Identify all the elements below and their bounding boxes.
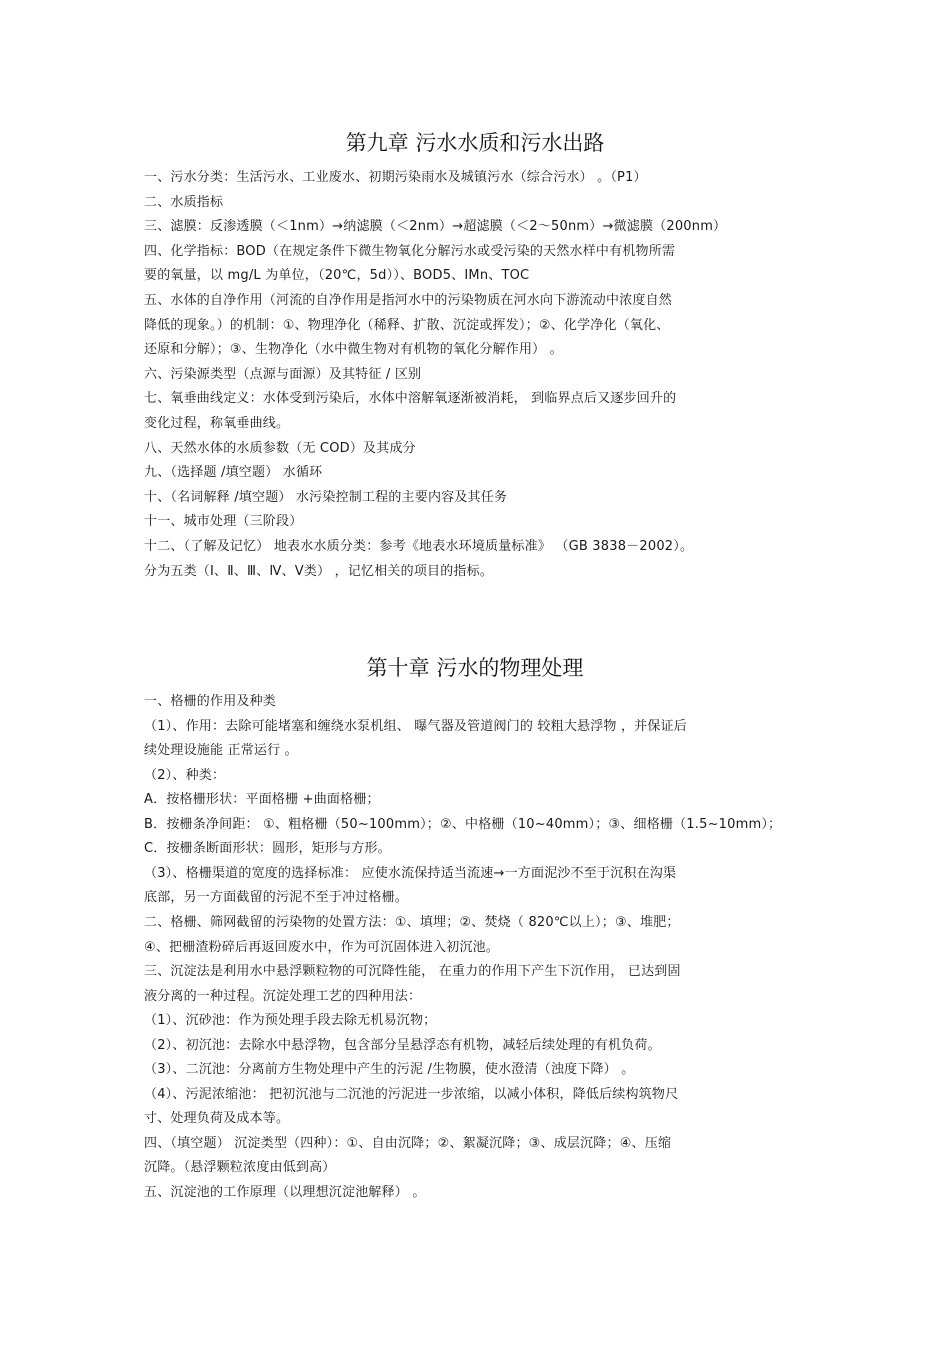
text-line: （4）、污泥浓缩池： 把初沉池与二沉池的污泥进一步浓缩，以减小体积，降低后续构筑物尺 <box>144 1086 679 1102</box>
text-line: 四、（填空题） 沉淀类型（四种）：①、自由沉降；②、絮凝沉降；③、成层沉降；④、压缩 <box>144 1135 672 1151</box>
text-line: 分为五类（Ⅰ、Ⅱ、Ⅲ、Ⅳ、Ⅴ类） ，记忆相关的项目的指标。 <box>144 563 494 579</box>
text-line: 变化过程，称氧垂曲线。 <box>144 416 290 431</box>
text-line: 要的氧量，以 mg/L 为单位，（20℃，5d））、BOD5、IMn、TOC <box>144 268 530 284</box>
text-line: 寸、处理负荷及成本等。 <box>144 1111 290 1127</box>
text-line: 沉降。（悬浮颗粒浓度由低到高） <box>144 1160 336 1176</box>
text-line: （1）、作用：去除可能堵塞和缠绕水泵机组、 曝气器及管道阀门的 较粗大悬浮物 ，并保证后 <box>144 718 687 734</box>
text-line: A．按格栅形状：平面格栅 +曲面格栅； <box>144 792 380 808</box>
text-line: 降低的现象。）的机制：①、物理净化（稀释、扩散、沉淀或挥发）；②、化学净化（氧化、 <box>144 317 670 333</box>
text-line: 六、污染源类型（点源与面源）及其特征 / 区别 <box>144 366 422 382</box>
text-line: 五、水体的自净作用（河流的自净作用是指河水中的污染物质在河水向下游流动中浓度自然 <box>144 293 673 308</box>
text-line: 十一、城市处理（三阶段） <box>144 514 303 530</box>
text-line: 液分离的一种过程。沉淀处理工艺的四种用法： <box>144 988 422 1004</box>
text-line: ④、把栅渣粉碎后再返回废水中，作为可沉固体进入初沉池。 <box>144 939 500 955</box>
text-line: B．按栅条净间距： ①、粗格栅（50~100mm）；②、中格栅（10~40mm）；③、细格栅（1.5~10mm）； <box>144 816 782 832</box>
text-line: 八、天然水体的水质参数（无 COD）及其成分 <box>144 440 416 456</box>
text-line: （2）、种类： <box>144 767 226 783</box>
text-line: 一、格栅的作用及种类 <box>144 694 277 709</box>
text-line: （3）、格栅渠道的宽度的选择标准： 应使水流保持适当流速→一方面泥沙不至于沉积在沟渠 <box>144 865 677 881</box>
text-line: （1）、沉砂池：作为预处理手段去除无机易沉物； <box>144 1013 437 1029</box>
text-line: 五、沉淀池的工作原理（以理想沉淀池解释） 。 <box>144 1185 426 1200</box>
text-line: 续处理设施能 正常运行 。 <box>144 743 298 759</box>
text-line: C．按栅条断面形状：圆形，矩形与方形。 <box>144 841 391 857</box>
chapter10-title: 第十章 污水的物理处理 <box>366 656 584 680</box>
text-line: 十二、（了解及记忆） 地表水水质分类：参考《地表水环境质量标准》 （GB 3838－2002）。 <box>144 539 694 554</box>
text-line: 二、水质指标 <box>144 194 224 210</box>
text-line: 十、（名词解释 /填空题） 水污染控制工程的主要内容及其任务 <box>144 489 508 505</box>
text-line: 七、氧垂曲线定义：水体受到污染后，水体中溶解氧逐渐被消耗， 到临界点后又逐步回升的 <box>144 391 677 407</box>
text-line: 九、（选择题 /填空题） 水循环 <box>144 465 323 481</box>
text-line: 二、格栅、筛网截留的污染物的处置方法：①、填埋；②、焚烧（ 820℃以上）；③、堆肥； <box>144 914 680 930</box>
text-line: 一、污水分类：生活污水、工业废水、初期污染雨水及城镇污水（综合污水） 。（P1） <box>144 170 647 185</box>
text-line: （2）、初沉池：去除水中悬浮物，包含部分呈悬浮态有机物，减轻后续处理的有机负荷。 <box>144 1037 661 1053</box>
text-line: （3）、二沉池：分离前方生物处理中产生的污泥 /生物膜，使水澄清（浊度下降） 。 <box>144 1062 635 1078</box>
text-line: 三、滤膜：反渗透膜（＜1nm）→纳滤膜（＜2nm）→超滤膜（＜2～50nm）→微滤膜（200nm） <box>144 219 727 235</box>
chapter9-title: 第九章 污水水质和污水出路 <box>345 131 605 155</box>
text-line: 还原和分解）；③、生物净化（水中微生物对有机物的氧化分解作用） 。 <box>144 342 563 358</box>
text-line: 底部，另一方面截留的污泥不至于冲过格栅。 <box>144 890 409 906</box>
text-line: 四、化学指标：BOD（在规定条件下微生物氧化分解污水或受污染的天然水样中有机物所需 <box>144 243 676 259</box>
text-line: 三、沉淀法是利用水中悬浮颗粒物的可沉降性能， 在重力的作用下产生下沉作用， 已达到固 <box>144 964 681 980</box>
